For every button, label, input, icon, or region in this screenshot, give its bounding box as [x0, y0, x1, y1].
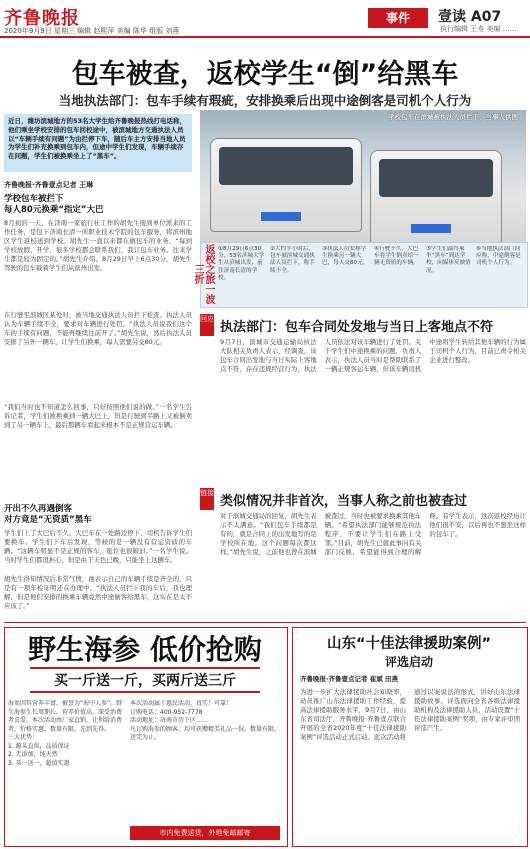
left-paragraph-2: 在行驶至滨城区某处时，被当地交通执法人员拦下检查。执法人员认为车辆手续不全，要求对车辆进行处罚。“执法人员说我们这个车的手续有问题，不能再继续往前开了。”胡先生说，然后执法人员安排了另外一辆车，让学生们换乘，每人需要另交80元。: [4, 311, 192, 346]
ad-headline: 野生海参 低价抢购: [28, 633, 262, 666]
section-tab: 事件: [368, 8, 428, 28]
byline: 齐鲁晚报·齐鲁壹点记者 王琳: [4, 181, 94, 189]
bus-image-left: [210, 138, 362, 232]
ad-banner: 市内免费送货，外地免邮邮寄: [130, 826, 280, 840]
masthead-rule: [0, 36, 530, 38]
left-paragraph-4: 学生们上了大巴后不久，大巴车在一处路边停下，司机告诉学生们要换车。学生们下车后发现，等候的是一辆没有营运资质的车辆。“这辆车明显不是正规的客车，座位也很破旧。”一名学生说。当时学生们都很担心，但是由于天色已晚，只能坐上这辆车。: [4, 529, 192, 564]
timeline-item: ⑥当地执法部门回应称，中途倒客是司机个人行为。: [476, 246, 521, 267]
section-body-response: 9月7日，滨城市交通运输局执法大队相关负责人表示，经调查，该包车合同出发地与当日实际上客地点不符，存在违规经营行为，执法人员依法对该车辆进行了处罚。关于学生们中途换乘的问题，负责人表示，执法人员当时是帮助联系了一辆正规客运车辆，但该车辆司机中途将学生转给其他车辆的行为属于司机个人行为，目前已责令相关企业进行整改。: [220, 338, 526, 373]
section-body-link: 对于滨城交通局的回复，胡先生表示不太满意。“我们包车手续都是有的，就是合同上的出发地写的是学校所在地，这个问题每次都这样。”胡先生说，之前他也曾在滨城被查过，当时也被要求换乘其他车辆。“希望执法部门能够规范执法程序，不要让学生们在路上受罪。”目前，胡先生已就此事向有关部门反映，希望能得到合理的解释。有学生表示，这次返校经历让他们很不安，以后再也不想坐这样的包车了。: [220, 512, 526, 556]
newspaper-logo: 齐鲁晚报: [4, 8, 80, 29]
left-paragraph-1: 8月初的一天，在济南一家旅行社工作的胡先生接到单位派来的工作任务，是包下济南长清一所职业技术学院的包车服务，将滨州地区学生返校送到学校。胡先生一直以来都在做包车的业务。“每到学校放假、开学，很多学校都会联系我们，我订包车业务。往来学生都是较为固定的。”胡先生介绍。8月29日早上6点30分，胡先生驾驶的包车载着学生们从滨州出发。: [4, 219, 192, 272]
law-byline: 齐鲁晚报·齐鲁壹点记者 崔斌 田燕: [300, 675, 398, 683]
timeline-label: 返校之旅一波三折: [192, 244, 214, 304]
photo-caption: 学校包车在滨城被执法人员拦下，当事人供图: [388, 113, 518, 121]
ad-right-text: 本次活动属于惠民活动，真实！可靠！ 订购电话：400-952-7778 活动地址：济南市历下区…… 凡订购海参的顾客，均可获赠精美礼品一份。数量有限，送完为止。: [130, 700, 280, 741]
main-headline: 包车被查，返校学生“倒”给黑车: [71, 59, 459, 90]
ad-subheadline: 买一斤送一斤，买两斤送三斤: [30, 667, 260, 693]
page-section-name: 壹读 A07: [438, 9, 502, 25]
subhead-2: 开出不久再遇倒客 对方竟是“无资质”黑车: [4, 504, 92, 525]
ad-left-text: 海参因其营养丰富，被誉为“海中人参”。野生海参生长周期长，营养价值高，深受消费者喜爱。本次活动由厂家直销，让利给消费者，价格实惠，数量有限，先到先得。 三大优势： 1. 源头直供，品质保证 2. 无添加，纯天然 3. 买一送一，超值实惠: [8, 700, 123, 767]
law-subheadline: 评选启动: [384, 655, 433, 669]
bus-image-right: [370, 150, 502, 244]
divider-rule: [4, 622, 526, 623]
left-paragraph-3: “我们当时也不知道怎么回事，只好按照他们说的做。”一名学生告诉记者，学生们被换乘到一辆大巴上，但是行驶到半路上又被倒卖到了另一辆车上，最后那辆车看起来根本不是正规营运车辆。: [4, 403, 192, 429]
timeline-item: ④行驶不久，大巴车将学生倒卖给一辆无资质的车辆。: [374, 246, 419, 267]
subhead-1: 学校包车被拦下 每人80元换乘“指定”大巴: [4, 194, 104, 215]
main-subheadline: 当地执法部门：包车手续有瑕疵，安排换乘后出现中途倒客是司机个人行为: [58, 93, 472, 108]
masthead-meta: 2020年9月9日 星期三 编辑 赵熙萍 美编 陈华 组版 刘燕: [4, 27, 180, 35]
section-editor: 执行编辑 王寿 美编 ……: [440, 25, 517, 33]
timeline-item: ①8月29日6点30分，53名滨城大学生从滨城出发，前往济南长清的学校。: [218, 246, 265, 281]
law-headline: 山东“十佳法律援助案例”: [326, 636, 492, 652]
section-headline-response: 执法部门：包车合同处发地与当日上客地点不符: [220, 320, 494, 335]
law-body: 为进一步扩大法律援助社会知晓率，动员推广山东法律援助工作经验，提高法律援助服务水平，9月7日，由山东省司法厅、齐鲁晚报·齐鲁壹点联合开展的全省2020年度“十佳法律援助案例”评选活动正式启动。此次活动将通过以案说法的形式，讲好山东法律援助故事。评选面向全省各级法律援助机构及法律援助人员，活动设置“十佳法律援助案例”奖项，由专家评审团评选产生。: [300, 688, 520, 741]
timeline-item: ⑤学生们最终乘坐“黑车”到达学校，向媒体反映情况。: [426, 246, 471, 274]
timeline-item: ③执法人员安排学生换乘另一辆大巴，每人交80元。: [322, 246, 369, 267]
timeline-item: ②大约半小时后，包车被滨城交通执法人员拦下，称手续不全。: [270, 246, 315, 274]
section-headline-link: 类似情况并非首次，当事人称之前也被查过: [220, 494, 468, 509]
lead-paragraph: 近日，潍坊滨城地方的53名大学生给齐鲁晚报热线打电话称，他们乘坐学校安排的包车回校途中，被滨城地方交通执法人员以“车辆手续有问题”为由拦停下车，随后车主方安排当地人员为学生们补充换乘到包车内，但途中学生们发现，车辆手续存在问题，学生们被换乘坐上了“黑车”。: [4, 114, 192, 172]
section-tag-response: 回应: [200, 314, 214, 336]
left-paragraph-5: 胡先生得知情况后非常气愤，他表示自己的车辆手续是齐全的，只是有一项年检证明还在办理中。“执法人员拦下我的车后，我也理解，但是他们安排的换乘车辆竟然中途倒客给黑车，这实在是太不应该了。”: [4, 575, 192, 610]
section-tag-link: 链接: [200, 488, 214, 510]
